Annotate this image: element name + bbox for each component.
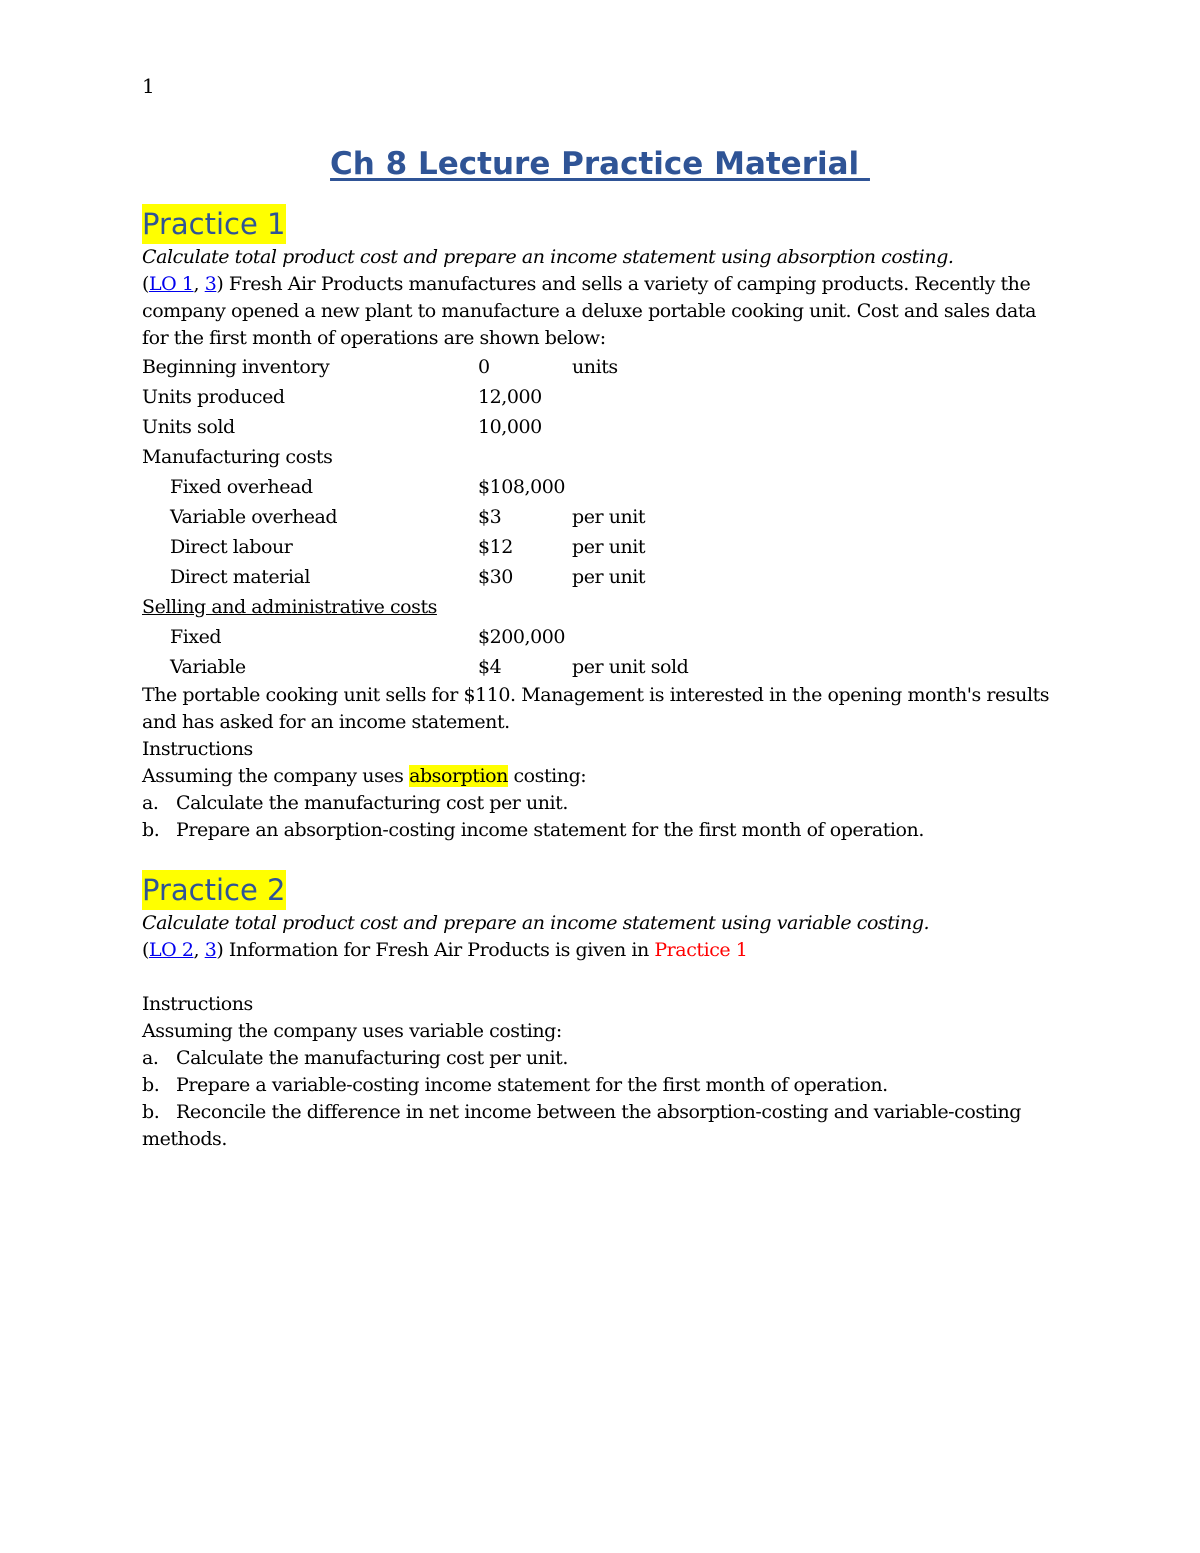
practice-2-assumption: Assuming the company uses variable costing: <box>142 1020 562 1042</box>
practice-2-intro-text: ) Information for Fresh Air Products is given in <box>216 939 655 961</box>
practice-2-subtitle: Calculate total product cost and prepare an income statement using variable costing. <box>142 912 930 934</box>
list-text: Calculate the manufacturing cost per unit. <box>176 792 568 814</box>
list-marker: a. <box>142 1047 159 1069</box>
row-label: Fixed overhead <box>170 475 313 498</box>
list-marker: b. <box>142 819 160 841</box>
row-label: Variable <box>170 655 246 678</box>
list-item <box>142 1045 1062 1072</box>
row-value: 10,000 <box>478 415 542 438</box>
table-row <box>142 532 688 562</box>
lo-1-link[interactable]: LO 1 <box>148 273 194 295</box>
list-marker: b. <box>142 1074 160 1096</box>
row-value <box>478 592 572 622</box>
table-row <box>142 382 688 412</box>
row-label: Variable overhead <box>170 505 338 528</box>
practice-1-assumption <box>142 763 1062 790</box>
row-unit <box>572 412 688 442</box>
row-label: Beginning inventory <box>142 355 330 378</box>
underlined-label: Selling and administrative costs <box>142 595 437 618</box>
row-value: 0 <box>478 355 490 378</box>
practice-1-heading: Practice 1 <box>142 204 286 244</box>
table-row <box>142 412 688 442</box>
practice-1-intro-text: ) Fresh Air Products manufactures and sells a variety of camping products. Recently the company opened a new plant to manufacture a deluxe portable cooking unit. Cost and sales data for the first month of operations are shown below: <box>142 273 1036 349</box>
row-label: Units sold <box>142 415 235 438</box>
row-value <box>478 442 572 472</box>
practice-2-instructions-label: Instructions <box>142 993 253 1015</box>
list-text: Prepare an absorption-costing income statement for the first month of operation. <box>176 819 924 841</box>
practice-1-reference: Practice 1 <box>654 939 748 961</box>
practice-1-closing: The portable cooking unit sells for $110. Management is interested in the opening month's results and has asked for an income statement. <box>142 684 1050 733</box>
assumption-text-post: costing: <box>507 765 587 787</box>
table-row <box>142 622 688 652</box>
list-marker: b. <box>142 1101 160 1123</box>
list-item <box>142 1072 1062 1099</box>
page-number: 1 <box>142 74 155 98</box>
list-item <box>142 1099 1062 1153</box>
lo-3-link[interactable]: 3 <box>204 273 217 295</box>
practice-2-section <box>142 870 1062 1153</box>
row-label <box>142 592 478 622</box>
row-unit <box>572 592 688 622</box>
row-label: Direct material <box>170 565 310 588</box>
row-unit: per unit <box>572 535 646 558</box>
row-value: $12 <box>478 535 513 558</box>
table-row <box>142 442 688 472</box>
lo-3-link[interactable]: 3 <box>204 939 217 961</box>
list-marker: a. <box>142 792 159 814</box>
row-value: $4 <box>478 655 502 678</box>
row-unit <box>572 382 688 412</box>
row-label: Direct labour <box>170 535 293 558</box>
row-unit: per unit sold <box>572 655 689 678</box>
lo-open-paren: ( <box>142 273 149 295</box>
document-body <box>142 204 1062 1153</box>
row-value: $30 <box>478 565 513 588</box>
table-row <box>142 472 688 502</box>
table-row <box>142 562 688 592</box>
table-row <box>142 652 688 682</box>
row-label: Fixed <box>170 625 222 648</box>
table-row <box>142 592 688 622</box>
list-text: Reconcile the difference in net income between the absorption-costing and variable-costing methods. <box>142 1101 1021 1150</box>
table-row <box>142 502 688 532</box>
row-label: Units produced <box>142 385 285 408</box>
practice-2-intro <box>142 937 1062 964</box>
list-text: Prepare a variable-costing income statement for the first month of operation. <box>176 1074 888 1096</box>
document-title: Ch 8 Lecture Practice Material <box>330 146 870 182</box>
row-value: $108,000 <box>478 475 566 498</box>
row-unit <box>572 622 688 652</box>
row-unit: per unit <box>572 505 646 528</box>
list-item <box>142 790 1062 817</box>
lo-open-paren: ( <box>142 939 149 961</box>
practice-2-heading: Practice 2 <box>142 870 286 910</box>
row-unit <box>572 472 688 502</box>
lo-separator: , <box>193 939 205 961</box>
row-unit <box>572 442 688 472</box>
assumption-text-pre: Assuming the company uses <box>142 765 410 787</box>
row-value: 12,000 <box>478 385 542 408</box>
lo-2-link[interactable]: LO 2 <box>148 939 194 961</box>
practice-1-subtitle: Calculate total product cost and prepare an income statement using absorption costing. <box>142 246 954 268</box>
table-row <box>142 352 688 382</box>
practice-1-section <box>142 204 1062 844</box>
row-unit: units <box>572 355 618 378</box>
row-value: $200,000 <box>478 625 566 648</box>
highlighted-word: absorption <box>409 765 508 787</box>
practice-1-intro <box>142 271 1062 352</box>
row-value: $3 <box>478 505 502 528</box>
lo-separator: , <box>193 273 205 295</box>
list-text: Calculate the manufacturing cost per unit. <box>176 1047 568 1069</box>
row-unit: per unit <box>572 565 646 588</box>
cost-data-table <box>142 352 688 682</box>
practice-1-instructions-label: Instructions <box>142 738 253 760</box>
list-item <box>142 817 1062 844</box>
row-label: Manufacturing costs <box>142 445 333 468</box>
